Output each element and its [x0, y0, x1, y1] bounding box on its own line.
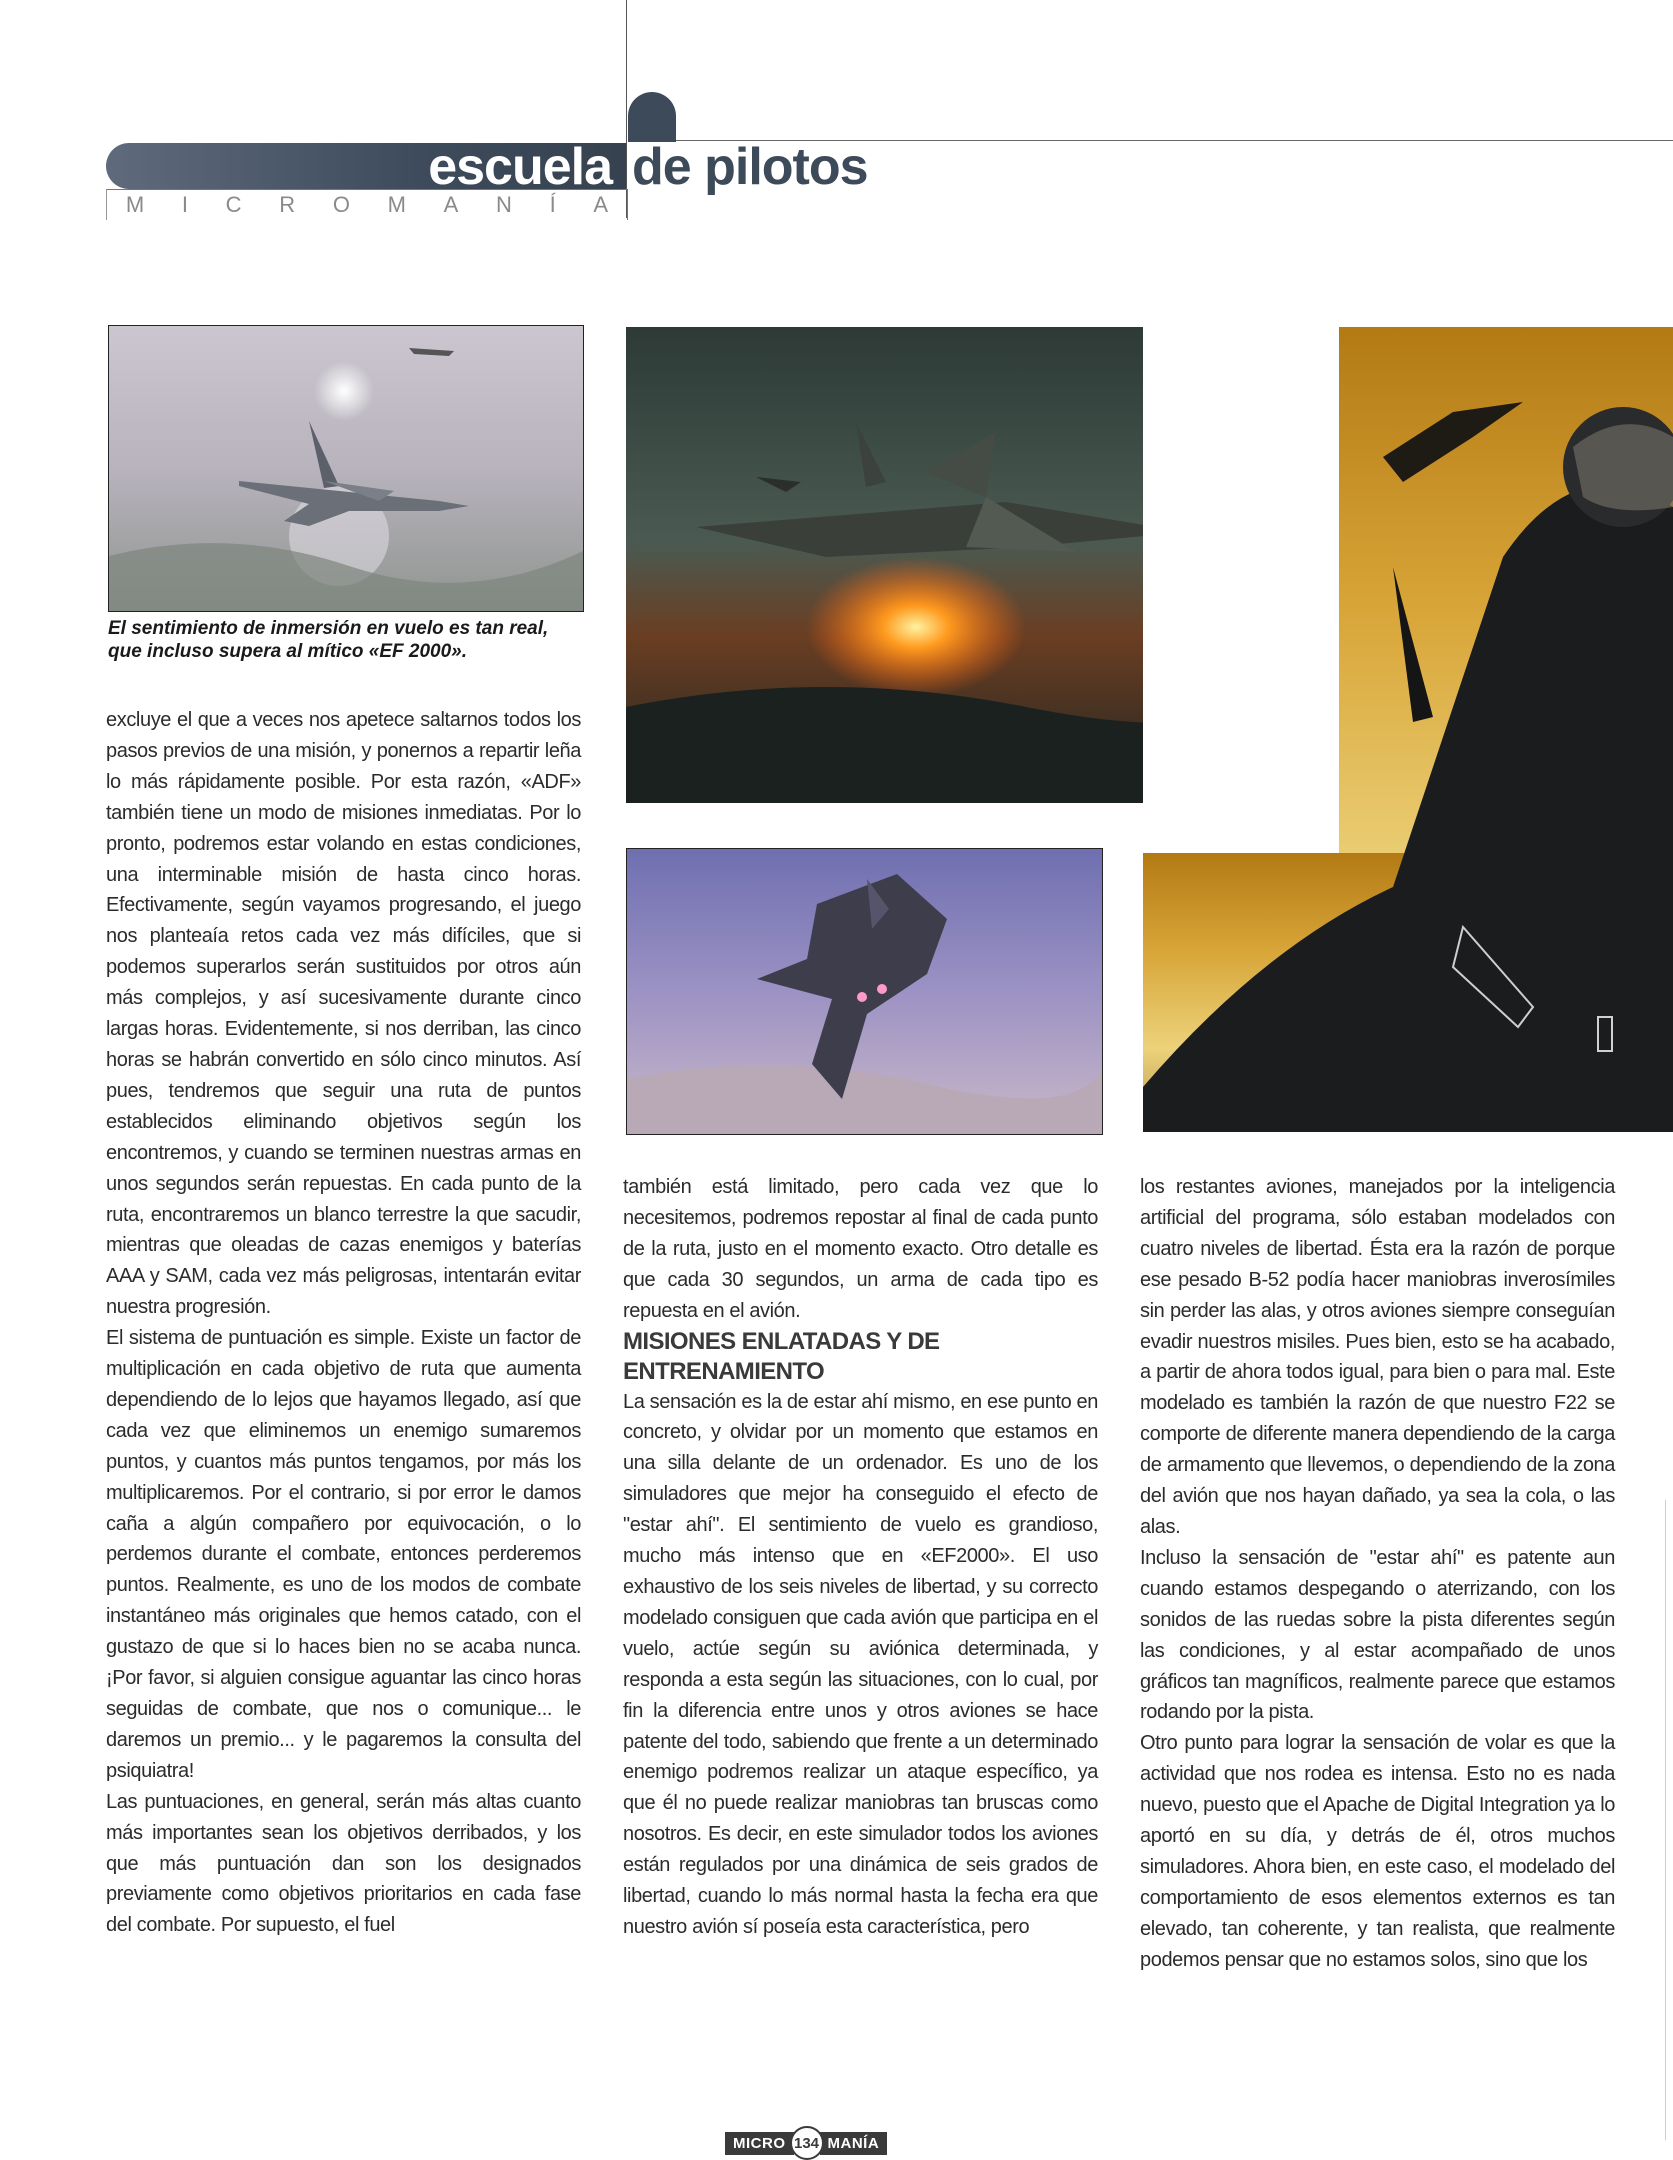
section-title-de-pilotos: de pilotos	[632, 138, 868, 196]
page-footer	[725, 2129, 887, 2157]
page-edge-line	[1665, 1500, 1666, 2140]
magazine-letter: M	[387, 192, 406, 217]
magazine-letter: N	[496, 192, 512, 217]
paragraph: Otro punto para lograr la sensación de volar es que la actividad que nos rodea es intensa. Esto no es nada nuevo, puesto que el Apache de Digital Integration ya lo aportó en su día, y detrás de él, otros muchos simuladores. Ahora bien, en este caso, el modelado del comportamiento de esos elementos externos es tan elevado, tan coherente, y tan realista, que realmente podemos pensar que no estamos solos, sino que los	[1140, 1732, 1615, 1971]
magazine-letter: A	[593, 192, 609, 217]
magazine-letter: A	[443, 192, 459, 217]
image-caption: El sentimiento de inmersión en vuelo es tan real, que incluso supera al mítico «EF 2000».	[108, 618, 549, 662]
paragraph: también está limitado, pero cada vez que lo necesitemos, podremos repostar al final de cada punto de la ruta, justo en el momento exacto. Otro detalle es que cada 30 segundos, un arma de cada tipo es repuesta en el avión.	[623, 1176, 1098, 1322]
page-number: 134	[790, 2126, 824, 2160]
footer-micro: MICRO	[725, 2132, 794, 2155]
magazine-letter: C	[225, 192, 242, 217]
magazine-letter: R	[279, 192, 296, 217]
magazine-letter: Í	[549, 192, 556, 217]
article-column-2	[623, 1172, 1098, 1943]
magazine-letter: I	[181, 192, 188, 217]
paragraph: La sensación es la de estar ahí mismo, en ese punto en concreto, y olvidar por un momento que estamos en una silla delante de un ordenador. Es uno de los simuladores que mejor ha conseguido el efecto de "estar ahí". El sentimiento de vuelo es grandioso, mucho más intenso que en «EF2000». El uso exhaustivo de los seis niveles de libertad, y su correcto modelado consiguen que cada avión que participa en el vuelo, actúe según su aviónica determinada, y responda a esta según las situaciones, con lo cual, por fin la diferencia entre unos y otros aviones se hace patente del todo, sabiendo que frente a un determinado enemigo podremos realizar un ataque específico, ya que él no puede realizar maniobras tan bruscas como nosotros. Es decir, en este simulador todos los aviones están regulados por una dinámica de seis grados de libertad, cuando lo más normal hasta la fecha era que nuestro avión sí poseía esta característica, pero	[623, 1390, 1098, 1938]
stealth-jet-image	[626, 848, 1103, 1135]
subheading: MISIONES ENLATADAS Y DE ENTRENAMIENTO	[623, 1327, 940, 1385]
paragraph: excluye el que a veces nos apetece saltarnos todos los pasos previos de una misión, y ponernos a repartir leña lo más rápidamente posible. Por esta razón, «ADF» también tiene un modo de misiones inmediatas. Por lo pronto, podremos estar volando en estas condiciones, una interminable misión de hasta cinco horas. Efectivamente, según vayamos progresando, el juego nos planteaía retos cada vez más difíciles, que si podemos superarlos serán sustituidos por otros aún más complejos, y así sucesivamente durante cinco largas horas. Evidentemente, si nos derriban, las cinco horas se habrán convertido en sólo cinco minutos. Así pues, tendremos que seguir una ruta de puntos establecidos eliminando objetivos según los encontremos, y cuando se terminen nuestras armas en unos segundos serán repuestas. En cada punto de la ruta, encontraremos un blanco terrestre la que sacudir, mientras que oleadas de cazas enemigos y baterías AAA y SAM, cada vez más peligrosas, intentarán evitar nuestra progresión.	[106, 709, 581, 1319]
header-vertical-rule	[626, 0, 627, 218]
article-column-3	[1140, 1172, 1615, 1976]
pilot-cockpit-image	[1143, 327, 1673, 1132]
paragraph: El sistema de puntuación es simple. Existe un factor de multiplicación en cada objetivo de ruta que aumenta dependiendo de lo lejos que hayamos llegado, así que cada vez que eliminemos un enemigo sumaremos puntos, y cuantos más puntos tengamos, por más los multiplicaremos. Por el contrario, si por error le damos caña a algún compañero por equivocación, o lo perdemos durante el combate, entonces perderemos puntos. Realmente, es uno de los modos de combate instantáneo más originales que hemos catado, con el gustazo de que si lo haces bien no se acaba nunca. ¡Por favor, si alguien consigue aguantar las cinco horas seguidas de combate, que nos o comunique... le daremos un premio... y le pagaremos la consulta del psiquiatra!	[106, 1327, 581, 1782]
magazine-name	[106, 189, 628, 220]
paragraph: Las puntuaciones, en general, serán más altas cuanto más importantes sean los objetivos derribados, y los que más puntuación dan son los designados previamente como objetivos prioritarios en cada fase del combate. Por supuesto, el fuel	[106, 1790, 581, 1937]
footer-mania: MANÍA	[820, 2132, 888, 2155]
jets-over-clouds-image	[108, 325, 584, 612]
article-column-1	[106, 705, 581, 1941]
section-title-escuela: escuela	[428, 138, 612, 196]
magazine-letter: O	[332, 192, 350, 217]
paragraph: los restantes aviones, manejados por la inteligencia artificial del programa, sólo estaban modelados con cuatro niveles de libertad. Ésta era la razón de porque ese pesado B-52 podía hacer maniobras inverosímiles sin perder las alas, y otros aviones siempre conseguían evadir nuestros misiles. Pues bien, esto se ha acabado, a partir de ahora todos igual, para bien o para mal. Este modelado es también la razón de que nuestro F22 se comporte de diferente manera dependiendo de la carga de armamento que llevemos, o dependiendo de la zona del avión que nos hayan dañado, ya sea la cola, o las alas.	[1140, 1176, 1615, 1538]
section-banner-cap	[628, 92, 676, 142]
paragraph: Incluso la sensación de "estar ahí" es patente aun cuando estamos despegando o aterrizando, con los sonidos de las ruedas sobre la pista diferentes según las condiciones, y al estar acompañado de unos gráficos tan magníficos, realmente parece que estamos rodando por la pista.	[1140, 1546, 1615, 1724]
magazine-letter: M	[125, 192, 145, 217]
